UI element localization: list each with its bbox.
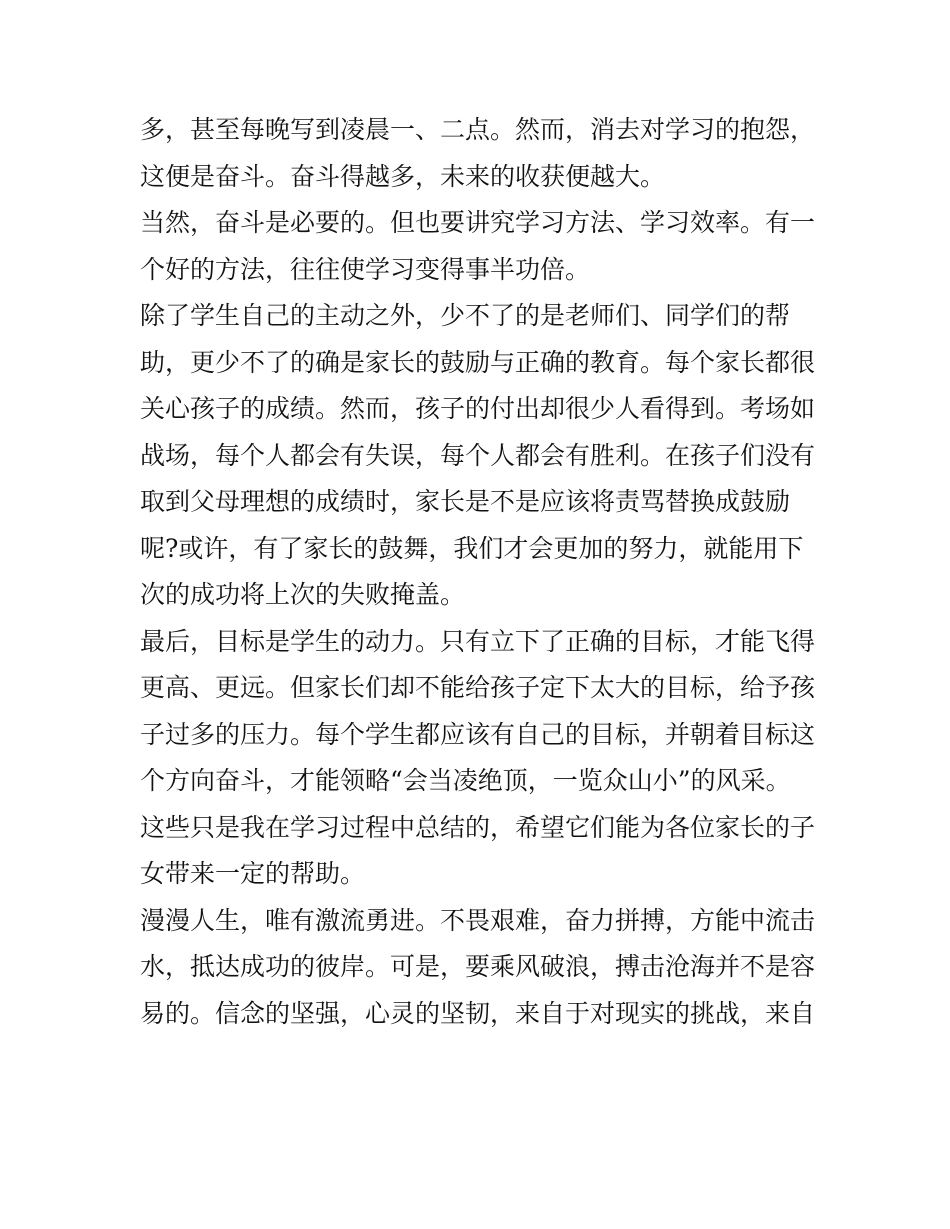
text-line: 更高、更远。但家长们却不能给孩子定下太大的目标，给予孩 (140, 673, 816, 702)
text-line: 呢?或许，有了家长的鼓舞，我们才会更加的努力，就能用下 (140, 533, 804, 563)
text-line: 次的成功将上次的失败掩盖。 (140, 580, 466, 609)
text-line: 最后，目标是学生的动力。只有立下了正确的目标，才能飞得 (140, 626, 816, 656)
text-line: 这便是奋斗。奋斗得越多，未来的收获便越大。 (140, 161, 666, 191)
text-line: 水，抵达成功的彼岸。可是，要乘风破浪，搏击沧海并不是容 (140, 952, 816, 981)
text-line: 漫漫人生，唯有激流勇进。不畏艰难，奋力拼搏，方能中流击 (140, 905, 816, 935)
text-line: 多，甚至每晚写到凌晨一、二点。然而，消去对学习的抱怨， (140, 115, 816, 144)
text-line: 这些只是我在学习过程中总结的，希望它们能为各位家长的子 (140, 812, 816, 842)
document-body (140, 107, 820, 1037)
text-line: 关心孩子的成绩。然而，孩子的付出却很少人看得到。考场如 (140, 394, 816, 423)
text-line: 当然，奋斗是必要的。但也要讲究学习方法、学习效率。有一 (140, 208, 816, 237)
text-line: 战场，每个人都会有失误，每个人都会有胜利。在孩子们没有 (140, 440, 816, 470)
text-line: 易的。信念的坚强，心灵的坚韧，来自于对现实的挑战，来自 (140, 998, 816, 1028)
text-line: 个好的方法，往往使学习变得事半功倍。 (140, 254, 591, 284)
text-line: 助，更少不了的确是家长的鼓励与正确的教育。每个家长都很 (140, 347, 816, 377)
text-line: 子过多的压力。每个学生都应该有自己的目标，并朝着目标这 (140, 719, 816, 749)
text-line: 个方向奋斗，才能领略“会当凌绝顶，一览众山小”的风采。 (140, 766, 791, 795)
text-line: 取到父母理想的成绩时，家长是不是应该将责骂替换成鼓励 (140, 487, 791, 516)
text-line: 除了学生自己的主动之外，少不了的是老师们、同学们的帮 (140, 301, 791, 330)
text-line: 女带来一定的帮助。 (140, 859, 366, 888)
